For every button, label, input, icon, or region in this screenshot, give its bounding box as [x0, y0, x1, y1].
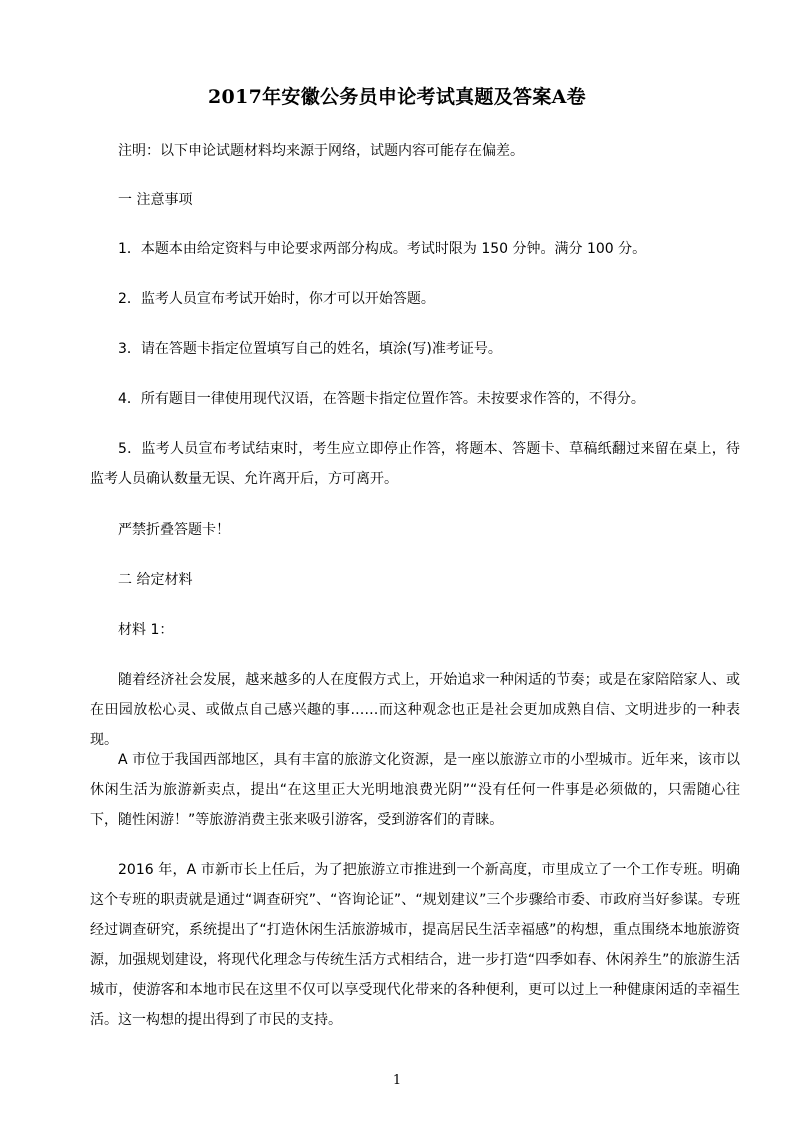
material-paragraph-2: A 市位于我国西部地区，具有丰富的旅游文化资源，是一座以旅游立市的小型城市。近年来，该市以休闲生活为旅游新卖点，提出“在这里正大光明地浪费光阴”“没有任何一件事是必须做的，只需随心往下，随性闲游！”等旅游消费主张来吸引游客，受到游客们的青睐。: [90, 752, 740, 828]
page-number: 1: [392, 1073, 402, 1088]
material-paragraph-3: 2016 年，A 市新市长上任后，为了把旅游立市推进到一个新高度，市里成立了一个工作专班。明确这个专班的职责就是通过“调查研究”、“咨询论证”、“规划建议”三个步骤给市委、市政府当好参谋。专班经过调查研究，系统提出了“打造休闲生活旅游城市，提高居民生活幸福感”的构想，重点围绕本地旅游资源，加强规划建设，将现代化理念与传统生活方式相结合，进一步打造“四季如春、休闲养生”的旅游生活城市，使游客和本地市民在这里不仅可以享受现代化带来的各种便利，更可以过上一种健康闲适的幸福生活。这一构想的提出得到了市民的支持。: [90, 862, 740, 1028]
notice-item-5: 5．监考人员宣布考试结束时，考生应立即停止作答，将题本、答题卡、草稿纸翻过来留在桌上，待监考人员确认数量无误、允许离开后，方可离开。: [90, 441, 740, 487]
notice-item-1: 1．本题本由给定资料与申论要求两部分构成。考试时限为 150 分钟。满分 100 分。: [118, 241, 647, 257]
notice-item-3: 3．请在答题卡指定位置填写自己的姓名，填涂(写)准考证号。: [118, 341, 502, 357]
notice-item-2: 2．监考人员宣布考试开始时，你才可以开始答题。: [118, 291, 435, 307]
source-note: 注明：以下申论试题材料均来源于网络，试题内容可能存在偏差。: [118, 143, 524, 159]
section-heading-notice: 一 注意事项: [118, 192, 193, 208]
notice-item-4: 4．所有题目一律使用现代汉语，在答题卡指定位置作答。未按要求作答的，不得分。: [118, 391, 645, 407]
warning-text: 严禁折叠答题卡！: [118, 522, 230, 538]
material-label: 材料 1：: [118, 622, 174, 638]
material-paragraph-1: 随着经济社会发展，越来越多的人在度假方式上，开始追求一种闲适的节奏；或是在家陪陪家人、或在田园放松心灵、或做点自己感兴趣的事……而这种观念也正是社会更加成熟自信、文明进步的一种表现。: [90, 672, 740, 748]
document-title: 2017年安徽公务员申论考试真题及答案A卷: [208, 86, 586, 108]
section-heading-materials: 二 给定材料: [118, 572, 193, 588]
